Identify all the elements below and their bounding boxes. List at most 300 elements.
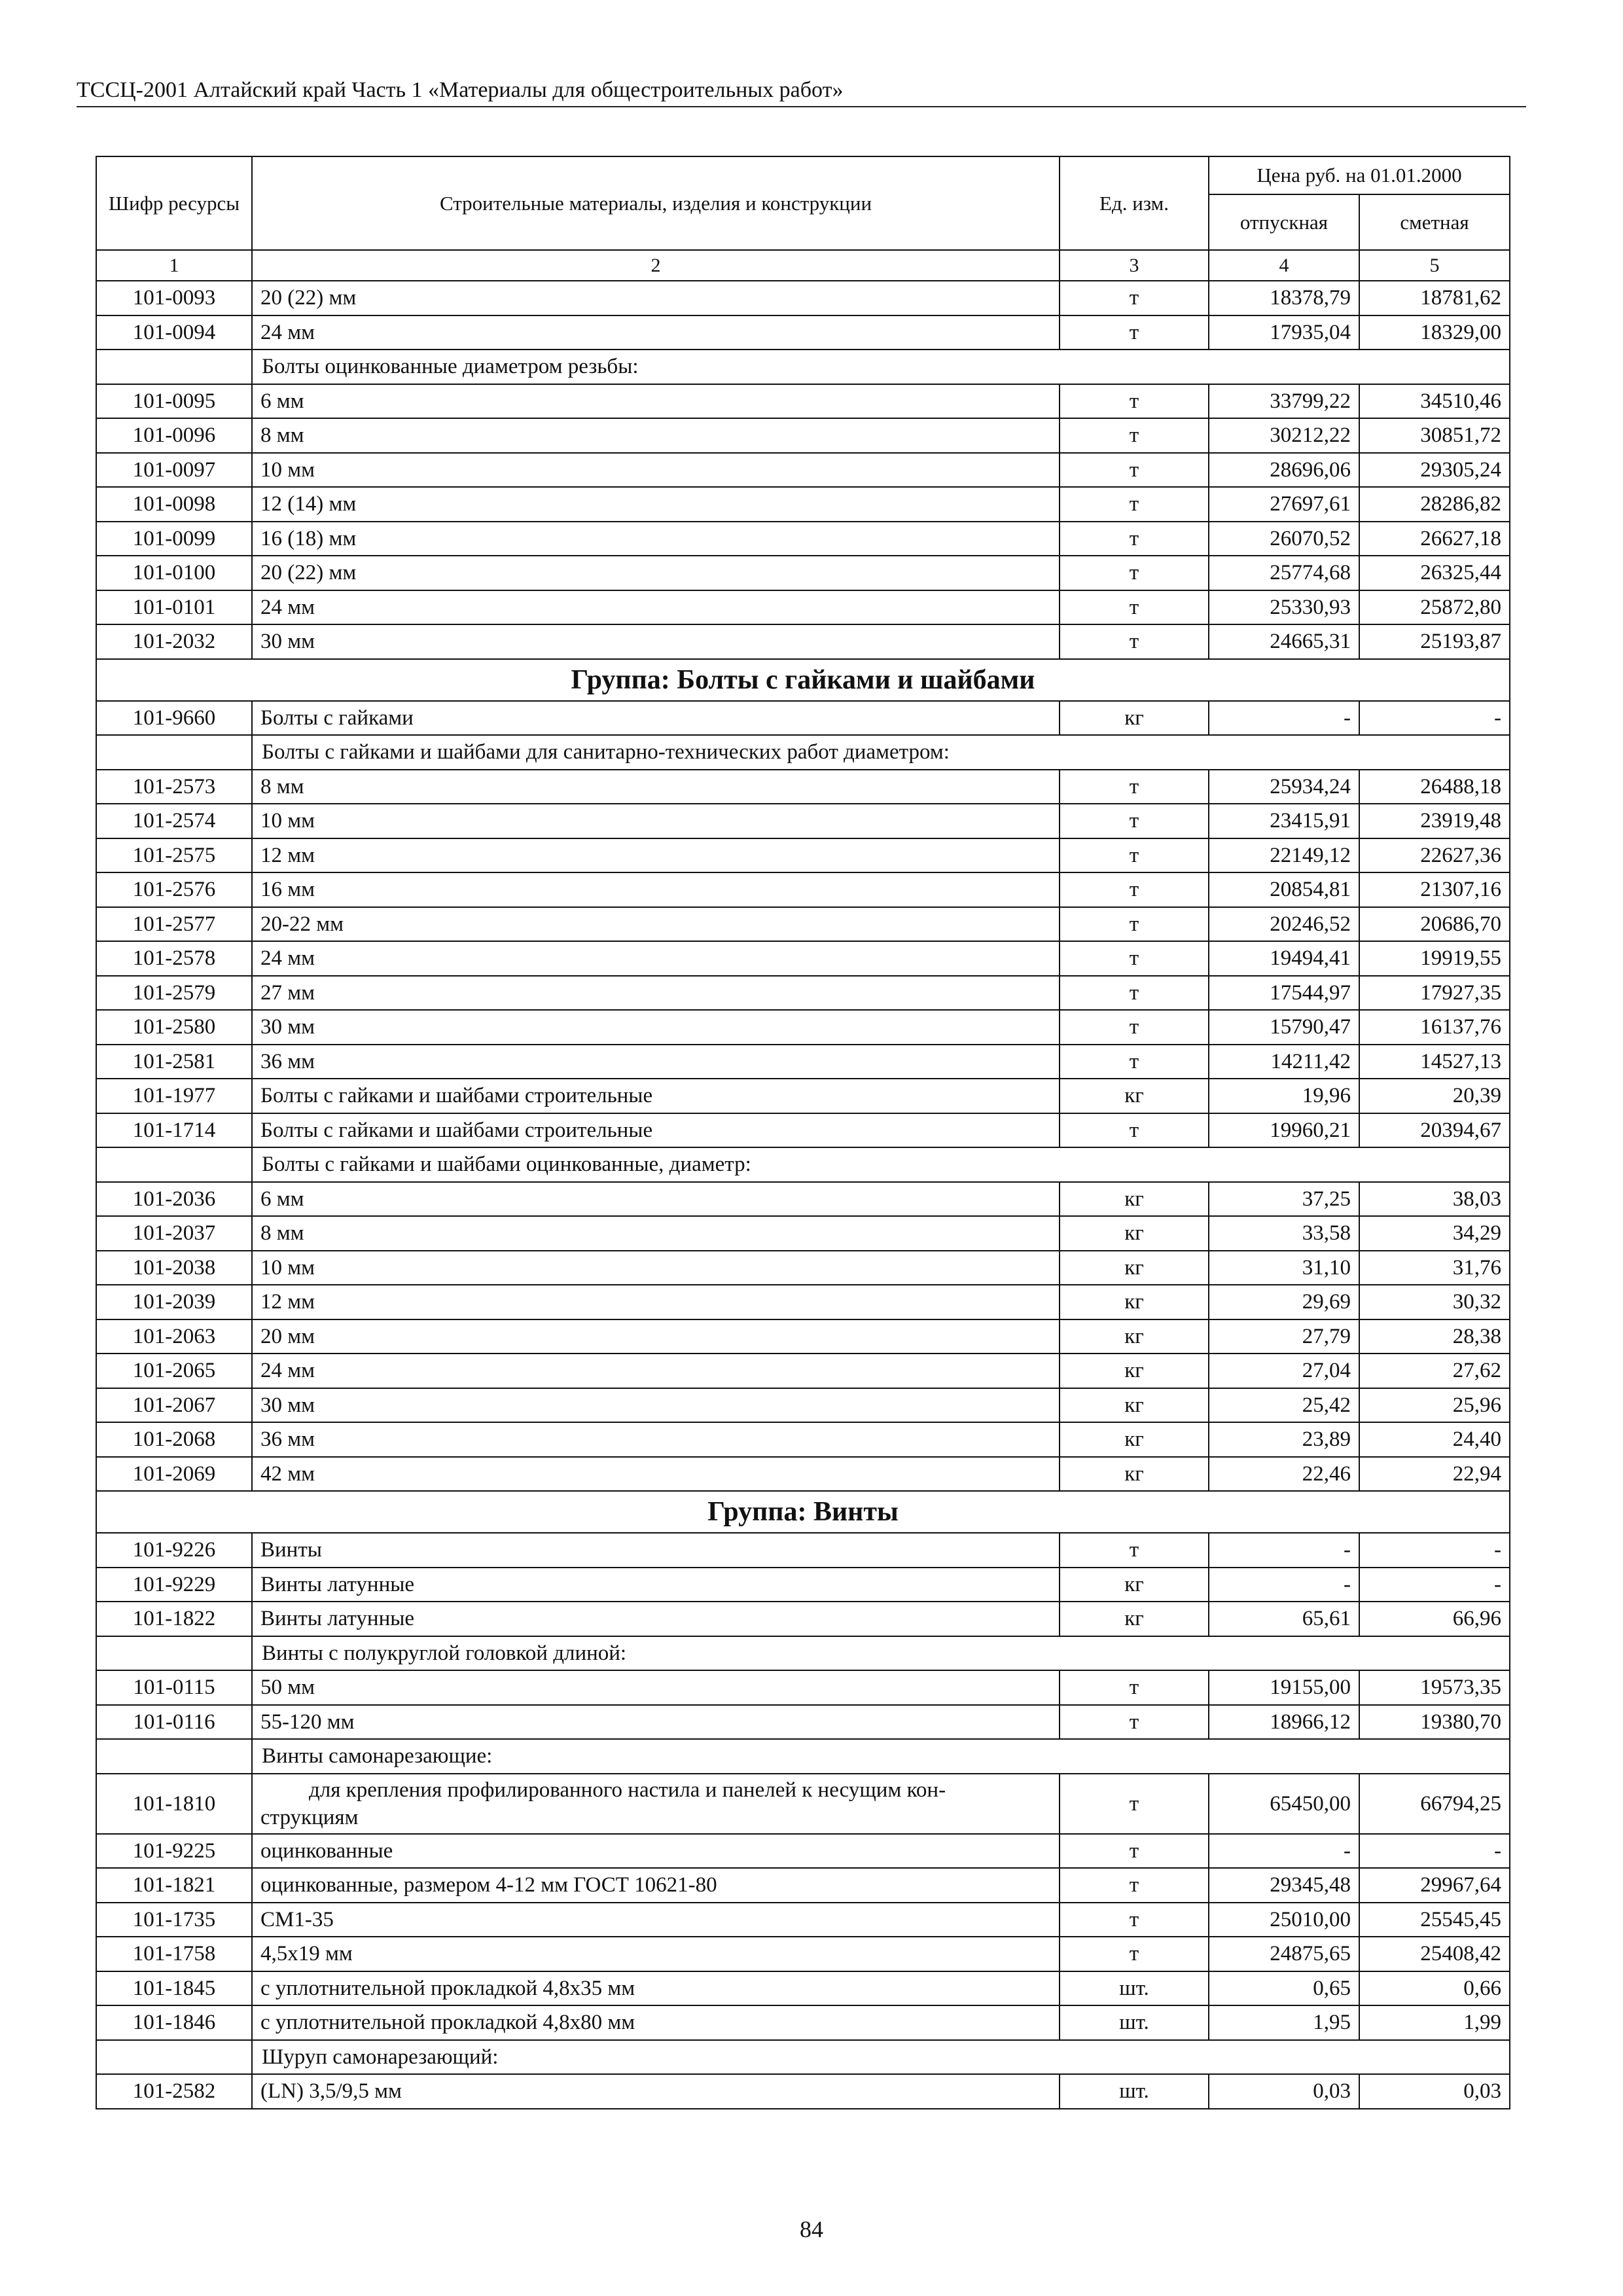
estimate-price-cell: 27,62 [1359,1354,1510,1388]
unit-cell: кг [1060,701,1209,736]
name-cell: 24 мм [252,1354,1060,1388]
table-row [96,1045,1510,1079]
unit-cell: т [1060,804,1209,838]
unit-cell: т [1060,315,1209,350]
code-cell: 101-9226 [96,1533,252,1568]
code-cell: 101-2575 [96,838,252,873]
unit-cell: шт. [1060,2005,1209,2040]
group-heading: Группа: Винты [96,1491,1510,1533]
table-row [96,941,1510,976]
code-cell: 101-0095 [96,384,252,419]
table-row [96,1937,1510,1971]
unit-cell: т [1060,1670,1209,1705]
code-cell: 101-2580 [96,1010,252,1045]
estimate-price-cell: 30,32 [1359,1285,1510,1319]
unit-cell: т [1060,1113,1209,1148]
code-cell: 101-0116 [96,1705,252,1740]
code-cell: 101-0096 [96,418,252,453]
table-row [96,872,1510,907]
release-price-cell: 25330,93 [1209,590,1359,625]
name-cell: 24 мм [252,590,1060,625]
name-cell: 10 мм [252,453,1060,488]
table-row [96,281,1510,315]
table-row [96,804,1510,838]
code-cell: 101-2581 [96,1045,252,1079]
code-cell: 101-2067 [96,1388,252,1423]
table-row [96,1903,1510,1937]
name-cell: 55-120 мм [252,1705,1060,1740]
name-cell: 8 мм [252,418,1060,453]
code-cell [96,350,252,384]
unit-cell: т [1060,487,1209,522]
section-heading-row [96,350,1510,384]
name-cell: с уплотнительной прокладкой 4,8x80 мм [252,2005,1060,2040]
estimate-price-cell: 28286,82 [1359,487,1510,522]
estimate-price-cell: 21307,16 [1359,872,1510,907]
release-price-cell: 19,96 [1209,1079,1359,1113]
code-cell: 101-1977 [96,1079,252,1113]
release-price-cell: 23415,91 [1209,804,1359,838]
unit-cell: т [1060,907,1209,942]
code-cell: 101-9225 [96,1834,252,1869]
estimate-price-cell: 16137,76 [1359,1010,1510,1045]
table-header [96,156,1510,281]
column-header-release-price: отпускная [1209,194,1359,250]
table-row [96,1354,1510,1388]
table-row [96,487,1510,522]
name-cell: Винты латунные [252,1602,1060,1636]
unit-cell: т [1060,590,1209,625]
table-row [96,1834,1510,1869]
table-row [96,838,1510,873]
unit-cell: кг [1060,1182,1209,1217]
table-row [96,1670,1510,1705]
name-cell: 27 мм [252,976,1060,1011]
estimate-price-cell: 34510,46 [1359,384,1510,419]
estimate-price-cell: - [1359,1834,1510,1869]
unit-cell: кг [1060,1422,1209,1457]
code-cell: 101-9660 [96,701,252,736]
name-cell: 8 мм [252,1216,1060,1251]
estimate-price-cell: 19919,55 [1359,941,1510,976]
unit-cell: т [1060,1045,1209,1079]
unit-cell: т [1060,556,1209,590]
estimate-price-cell: - [1359,1568,1510,1602]
estimate-price-cell: 26325,44 [1359,556,1510,590]
table-row [96,1602,1510,1636]
release-price-cell: 27,04 [1209,1354,1359,1388]
name-cell: 12 мм [252,1285,1060,1319]
table-row [96,1182,1510,1217]
code-cell: 101-2032 [96,624,252,659]
table-row [96,770,1510,804]
release-price-cell: 65450,00 [1209,1774,1359,1834]
column-number: 3 [1060,250,1209,281]
table-row [96,1705,1510,1740]
name-cell: 30 мм [252,1388,1060,1423]
release-price-cell: 19155,00 [1209,1670,1359,1705]
name-cell: 36 мм [252,1045,1060,1079]
table-row [96,907,1510,942]
code-cell: 101-2063 [96,1319,252,1354]
estimate-price-cell: 25,96 [1359,1388,1510,1423]
code-cell: 101-0100 [96,556,252,590]
column-header-price-group: Цена руб. на 01.01.2000 [1209,156,1510,194]
group-heading-row [96,1491,1510,1533]
group-heading: Группа: Болты с гайками и шайбами [96,659,1510,701]
table-row [96,1533,1510,1568]
estimate-price-cell: 29967,64 [1359,1868,1510,1903]
code-cell: 101-2039 [96,1285,252,1319]
code-cell: 101-1735 [96,1903,252,1937]
estimate-price-cell: 66794,25 [1359,1774,1510,1834]
estimate-price-cell: 20686,70 [1359,907,1510,942]
column-number: 4 [1209,250,1359,281]
release-price-cell: 24665,31 [1209,624,1359,659]
name-cell: 24 мм [252,315,1060,350]
name-cell: 20 мм [252,1319,1060,1354]
estimate-price-cell: 30851,72 [1359,418,1510,453]
estimate-price-cell: 38,03 [1359,1182,1510,1217]
code-cell: 101-0115 [96,1670,252,1705]
code-cell: 101-2037 [96,1216,252,1251]
estimate-price-cell: 66,96 [1359,1602,1510,1636]
name-cell: Болты с гайками и шайбами строительные [252,1079,1060,1113]
name-cell: 30 мм [252,1010,1060,1045]
section-heading-row [96,1147,1510,1182]
estimate-price-cell: - [1359,701,1510,736]
code-cell: 101-9229 [96,1568,252,1602]
unit-cell: т [1060,624,1209,659]
release-price-cell: 17935,04 [1209,315,1359,350]
table-row [96,1285,1510,1319]
unit-cell: т [1060,1937,1209,1971]
release-price-cell: 0,65 [1209,1971,1359,2006]
name-cell: 12 (14) мм [252,487,1060,522]
table-row [96,1010,1510,1045]
unit-cell: т [1060,384,1209,419]
estimate-price-cell: 25193,87 [1359,624,1510,659]
unit-cell: кг [1060,1251,1209,1285]
estimate-price-cell: 1,99 [1359,2005,1510,2040]
release-price-cell: 15790,47 [1209,1010,1359,1045]
estimate-price-cell: 26627,18 [1359,522,1510,556]
release-price-cell: - [1209,1533,1359,1568]
unit-cell: т [1060,941,1209,976]
code-cell: 101-2577 [96,907,252,942]
unit-cell: кг [1060,1457,1209,1492]
name-cell: 8 мм [252,770,1060,804]
unit-cell: т [1060,1834,1209,1869]
column-header-code: Шифр ресурсы [96,156,252,250]
code-cell: 101-2578 [96,941,252,976]
name-cell: Винты латунные [252,1568,1060,1602]
running-header: ТССЦ-2001 Алтайский край Часть 1 «Материалы для общестроительных работ» [77,75,1526,107]
estimate-price-cell: 25545,45 [1359,1903,1510,1937]
estimate-price-cell: 0,03 [1359,2074,1510,2109]
code-cell: 101-1822 [96,1602,252,1636]
table-body [96,281,1510,2109]
table-row [96,1422,1510,1457]
name-cell: (LN) 3,5/9,5 мм [252,2074,1060,2109]
estimate-price-cell: 28,38 [1359,1319,1510,1354]
code-cell: 101-0097 [96,453,252,488]
section-heading: Винты с полукруглой головкой длиной: [252,1636,1510,1671]
column-number: 1 [96,250,252,281]
name-cell: СМ1-35 [252,1903,1060,1937]
unit-cell: шт. [1060,2074,1209,2109]
name-cell: 36 мм [252,1422,1060,1457]
table-row [96,1388,1510,1423]
column-header-estimate-price: сметная [1359,194,1510,250]
name-cell: 12 мм [252,838,1060,873]
estimate-price-cell: 18781,62 [1359,281,1510,315]
release-price-cell: 65,61 [1209,1602,1359,1636]
code-cell [96,2040,252,2075]
name-cell: 42 мм [252,1457,1060,1492]
code-cell: 101-1821 [96,1868,252,1903]
name-cell [252,1774,1060,1834]
code-cell: 101-0101 [96,590,252,625]
table-row [96,1568,1510,1602]
unit-cell: т [1060,1774,1209,1834]
estimate-price-cell: - [1359,1533,1510,1568]
page-number: 84 [800,2216,823,2242]
table-row [96,315,1510,350]
code-cell: 101-2574 [96,804,252,838]
estimate-price-cell: 18329,00 [1359,315,1510,350]
release-price-cell: 18378,79 [1209,281,1359,315]
name-cell: 20 (22) мм [252,556,1060,590]
code-cell: 101-0098 [96,487,252,522]
code-cell [96,735,252,770]
unit-cell: т [1060,522,1209,556]
unit-cell: т [1060,1868,1209,1903]
table-row [96,1457,1510,1492]
release-price-cell: 29345,48 [1209,1868,1359,1903]
table-row [96,522,1510,556]
code-cell: 101-2579 [96,976,252,1011]
release-price-cell: 26070,52 [1209,522,1359,556]
table-row [96,1971,1510,2006]
table-row [96,1868,1510,1903]
table-row [96,1113,1510,1148]
section-heading-row [96,1739,1510,1774]
release-price-cell: 29,69 [1209,1285,1359,1319]
unit-cell: т [1060,1533,1209,1568]
unit-cell: кг [1060,1319,1209,1354]
unit-cell: т [1060,770,1209,804]
code-cell: 101-2576 [96,872,252,907]
unit-cell: т [1060,872,1209,907]
release-price-cell: 0,03 [1209,2074,1359,2109]
release-price-cell: - [1209,701,1359,736]
code-cell: 101-2582 [96,2074,252,2109]
code-cell: 101-0094 [96,315,252,350]
release-price-cell: 1,95 [1209,2005,1359,2040]
name-cell: 50 мм [252,1670,1060,1705]
code-cell: 101-0093 [96,281,252,315]
name-cell: оцинкованные, размером 4-12 мм ГОСТ 10621-80 [252,1868,1060,1903]
name-cell: 4,5x19 мм [252,1937,1060,1971]
code-cell: 101-2573 [96,770,252,804]
estimate-price-cell: 19573,35 [1359,1670,1510,1705]
unit-cell: т [1060,1903,1209,1937]
release-price-cell: 20854,81 [1209,872,1359,907]
section-heading: Болты оцинкованные диаметром резьбы: [252,350,1510,384]
estimate-price-cell: 22,94 [1359,1457,1510,1492]
unit-cell: кг [1060,1568,1209,1602]
name-cell: 20 (22) мм [252,281,1060,315]
estimate-price-cell: 20,39 [1359,1079,1510,1113]
table-row [96,2005,1510,2040]
unit-cell: т [1060,1010,1209,1045]
unit-cell: кг [1060,1602,1209,1636]
name-cell: с уплотнительной прокладкой 4,8x35 мм [252,1971,1060,2006]
column-header-name: Строительные материалы, изделия и конструкции [252,156,1060,250]
release-price-cell: 24875,65 [1209,1937,1359,1971]
code-cell: 101-1846 [96,2005,252,2040]
release-price-cell: 37,25 [1209,1182,1359,1217]
section-heading-row [96,735,1510,770]
name-cell: 24 мм [252,941,1060,976]
table-row [96,1251,1510,1285]
estimate-price-cell: 19380,70 [1359,1705,1510,1740]
code-cell: 101-1845 [96,1971,252,2006]
table-row [96,384,1510,419]
estimate-price-cell: 25872,80 [1359,590,1510,625]
release-price-cell: 31,10 [1209,1251,1359,1285]
estimate-price-cell: 34,29 [1359,1216,1510,1251]
code-cell: 101-0099 [96,522,252,556]
name-line: струкциям [260,1805,359,1829]
release-price-cell: 33,58 [1209,1216,1359,1251]
name-cell: 6 мм [252,1182,1060,1217]
estimate-price-cell: 23919,48 [1359,804,1510,838]
price-table [96,156,1510,2109]
estimate-price-cell: 24,40 [1359,1422,1510,1457]
estimate-price-cell: 0,66 [1359,1971,1510,2006]
name-cell: 6 мм [252,384,1060,419]
release-price-cell: 23,89 [1209,1422,1359,1457]
code-cell: 101-1714 [96,1113,252,1148]
table-row [96,2074,1510,2109]
name-cell: 20-22 мм [252,907,1060,942]
release-price-cell: 14211,42 [1209,1045,1359,1079]
release-price-cell: 25934,24 [1209,770,1359,804]
name-cell: Болты с гайками и шайбами строительные [252,1113,1060,1148]
estimate-price-cell: 31,76 [1359,1251,1510,1285]
estimate-price-cell: 25408,42 [1359,1937,1510,1971]
release-price-cell: 18966,12 [1209,1705,1359,1740]
code-cell: 101-1810 [96,1774,252,1834]
name-cell: Винты [252,1533,1060,1568]
table-row [96,1079,1510,1113]
unit-cell: т [1060,281,1209,315]
release-price-cell: 30212,22 [1209,418,1359,453]
unit-cell: т [1060,976,1209,1011]
name-cell: Болты с гайками [252,701,1060,736]
unit-cell: т [1060,838,1209,873]
section-heading: Шуруп самонарезающий: [252,2040,1510,2075]
release-price-cell: 27697,61 [1209,487,1359,522]
code-cell [96,1147,252,1182]
column-number: 2 [252,250,1060,281]
release-price-cell: 22,46 [1209,1457,1359,1492]
table-row [96,556,1510,590]
estimate-price-cell: 22627,36 [1359,838,1510,873]
release-price-cell: 20246,52 [1209,907,1359,942]
table-row [96,624,1510,659]
table-row [96,418,1510,453]
section-heading-row [96,1636,1510,1671]
release-price-cell: 17544,97 [1209,976,1359,1011]
estimate-price-cell: 20394,67 [1359,1113,1510,1148]
name-cell: 16 (18) мм [252,522,1060,556]
group-heading-row [96,659,1510,701]
code-cell: 101-2038 [96,1251,252,1285]
release-price-cell: - [1209,1568,1359,1602]
table-row [96,976,1510,1011]
section-heading: Болты с гайками и шайбами оцинкованные, диаметр: [252,1147,1510,1182]
unit-cell: т [1060,453,1209,488]
code-cell: 101-2065 [96,1354,252,1388]
column-number: 5 [1359,250,1510,281]
table-row [96,453,1510,488]
unit-cell: т [1060,1705,1209,1740]
name-cell: 10 мм [252,804,1060,838]
estimate-price-cell: 17927,35 [1359,976,1510,1011]
table-row [96,590,1510,625]
name-cell: оцинкованные [252,1834,1060,1869]
table-row [96,1774,1510,1834]
code-cell: 101-2069 [96,1457,252,1492]
release-price-cell: 33799,22 [1209,384,1359,419]
unit-cell: кг [1060,1285,1209,1319]
code-cell: 101-1758 [96,1937,252,1971]
unit-cell: кг [1060,1388,1209,1423]
unit-cell: шт. [1060,1971,1209,2006]
table-row [96,1319,1510,1354]
unit-cell: кг [1060,1216,1209,1251]
name-cell: 30 мм [252,624,1060,659]
name-cell: 10 мм [252,1251,1060,1285]
release-price-cell: 19960,21 [1209,1113,1359,1148]
estimate-price-cell: 14527,13 [1359,1045,1510,1079]
release-price-cell: 19494,41 [1209,941,1359,976]
release-price-cell: 27,79 [1209,1319,1359,1354]
code-cell: 101-2068 [96,1422,252,1457]
table-row [96,701,1510,736]
table-row [96,1216,1510,1251]
name-line: для крепления профилированного настила и панелей к несущим кон- [309,1778,946,1802]
release-price-cell: 25,42 [1209,1388,1359,1423]
release-price-cell: 22149,12 [1209,838,1359,873]
unit-cell: т [1060,418,1209,453]
section-heading: Болты с гайками и шайбами для санитарно-технических работ диаметром: [252,735,1510,770]
column-header-unit: Ед. изм. [1060,156,1209,250]
code-cell [96,1636,252,1671]
code-cell [96,1739,252,1774]
estimate-price-cell: 26488,18 [1359,770,1510,804]
release-price-cell: - [1209,1834,1359,1869]
code-cell: 101-2036 [96,1182,252,1217]
unit-cell: кг [1060,1354,1209,1388]
release-price-cell: 25010,00 [1209,1903,1359,1937]
release-price-cell: 28696,06 [1209,453,1359,488]
estimate-price-cell: 29305,24 [1359,453,1510,488]
section-heading: Винты самонарезающие: [252,1739,1510,1774]
